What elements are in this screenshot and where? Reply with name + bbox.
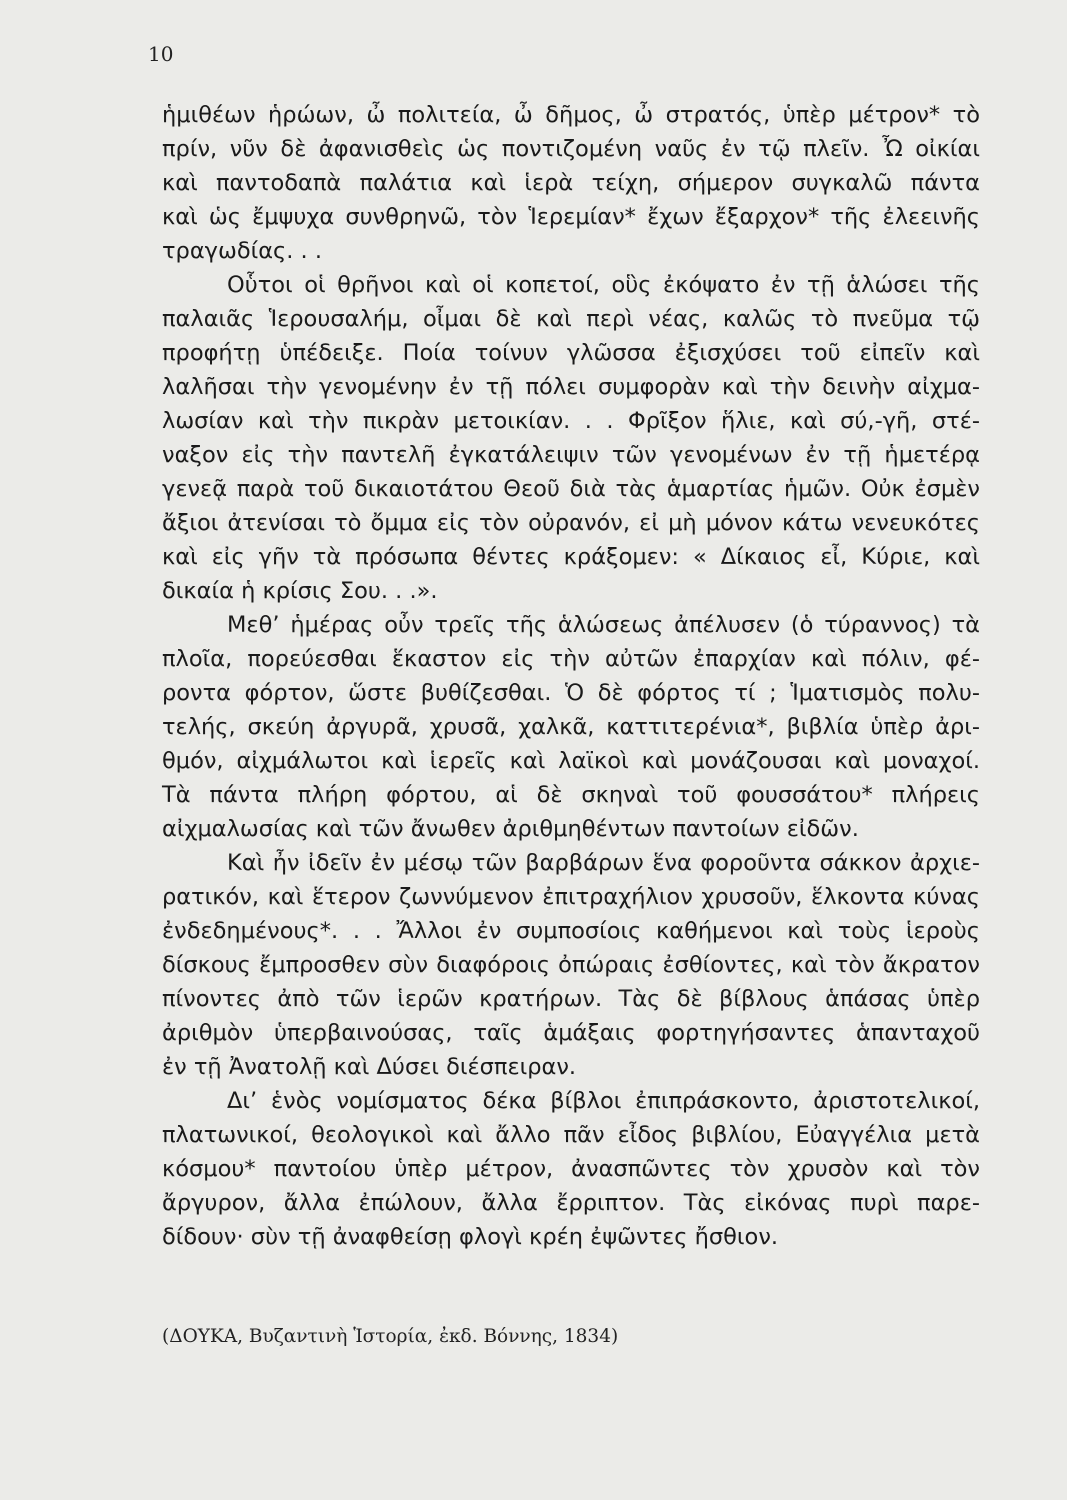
text-line: ρατικόν, καὶ ἕτερον ζωννύμενον ἐπιτραχήλιον χρυσοῦν, ἕλκοντα κύνας (162, 884, 980, 910)
source-citation: (ΔΟΥΚΑ, Βυζαντινὴ Ἱστορία, ἐκδ. Βόννης, 1834) (162, 1326, 619, 1347)
text-line: ναξον εἰς τὴν παντελῆ ἐγκατάλειψιν τῶν γενομένων ἐν τῇ ἡμετέρᾳ (162, 442, 980, 468)
text-line: κόσμου* παντοίου ὑπὲρ μέτρον, ἀνασπῶντες τὸν χρυσὸν καὶ τὸν (162, 1156, 980, 1182)
text-line: πλατωνικοί, θεολογικοὶ καὶ ἄλλο πᾶν εἶδος βιβλίου, Εὐαγγέλια μετὰ (162, 1122, 980, 1148)
text-line: ἄργυρον, ἄλλα ἐπώλουν, ἄλλα ἔρριπτον. Τὰς εἰκόνας πυρὶ παρε- (162, 1190, 980, 1216)
text-line: τραγωδίας. . . (162, 238, 322, 264)
page-number: 10 (148, 42, 174, 66)
text-line: Δι’ ἑνὸς νομίσματος δέκα βίβλοι ἐπιπράσκοντο, ἀριστοτελικοί, (227, 1088, 980, 1114)
text-line: καὶ εἰς γῆν τὰ πρόσωπα θέντες κράξομεν: « Δίκαιος εἶ, Κύριε, καὶ (162, 544, 980, 570)
text-line: ἐνδεδημένους*. . . Ἄλλοι ἐν συμποσίοις καθήμενοι καὶ τοὺς ἱεροὺς (162, 918, 980, 944)
text-line: ροντα φόρτον, ὥστε βυθίζεσθαι. Ὁ δὲ φόρτος τί ; Ἱματισμὸς πολυ- (162, 680, 980, 706)
text-line: θμόν, αἰχμάλωτοι καὶ ἱερεῖς καὶ λαϊκοὶ καὶ μονάζουσαι καὶ μοναχοί. (162, 748, 980, 774)
text-line: Τὰ πάντα πλήρη φόρτου, αἱ δὲ σκηναὶ τοῦ φουσσάτου* πλήρεις (162, 782, 980, 808)
text-line: καὶ παντοδαπὰ παλάτια καὶ ἱερὰ τείχη, σήμερον συγκαλῶ πάντα (162, 170, 980, 196)
text-line: τελής, σκεύη ἀργυρᾶ, χρυσᾶ, χαλκᾶ, καττιτερένια*, βιβλία ὑπὲρ ἀρι- (162, 714, 980, 740)
text-line: πίνοντες ἀπὸ τῶν ἱερῶν κρατήρων. Τὰς δὲ βίβλους ἁπάσας ὑπὲρ (162, 986, 980, 1012)
text-line: ἐν τῇ Ἀνατολῇ καὶ Δύσει διέσπειραν. (162, 1054, 577, 1080)
text-line: δικαία ἡ κρίσις Σου. . .». (162, 578, 438, 604)
text-line: Μεθ’ ἡμέρας οὖν τρεῖς τῆς ἁλώσεως ἀπέλυσεν (ὁ τύραννος) τὰ (227, 612, 980, 638)
text-line: Οὗτοι οἱ θρῆνοι καὶ οἱ κοπετοί, οὓς ἐκόψατο ἐν τῇ ἁλώσει τῆς (227, 272, 980, 298)
text-line: λωσίαν καὶ τὴν πικρὰν μετοικίαν. . . Φρῖξον ἥλιε, καὶ σύ,-γῆ, στέ- (162, 408, 980, 434)
text-line: καὶ ὡς ἔμψυχα συνθρηνῶ, τὸν Ἱερεμίαν* ἔχων ἔξαρχον* τῆς ἐλεεινῆς (162, 204, 980, 230)
text-line: παλαιᾶς Ἱερουσαλήμ, οἶμαι δὲ καὶ περὶ νέας, καλῶς τὸ πνεῦμα τῷ (162, 306, 980, 332)
text-line: προφήτῃ ὑπέδειξε. Ποία τοίνυν γλῶσσα ἐξισχύσει τοῦ εἰπεῖν καὶ (162, 340, 980, 366)
text-line: δίσκους ἔμπροσθεν σὺν διαφόροις ὀπώραις ἐσθίοντες, καὶ τὸν ἄκρατον (162, 952, 980, 978)
body-text (162, 98, 980, 1254)
text-line: ἀριθμὸν ὑπερβαινούσας, ταῖς ἁμάξαις φορτηγήσαντες ἁπανταχοῦ (162, 1020, 980, 1046)
text-line: ἄξιοι ἀτενίσαι τὸ ὄμμα εἰς τὸν οὐρανόν, εἰ μὴ μόνον κάτω νενευκότες (162, 510, 980, 536)
text-line: δίδουν· σὺν τῇ ἀναφθείσῃ φλογὶ κρέη ἐψῶντες ἤσθιον. (162, 1224, 779, 1250)
text-line: πρίν, νῦν δὲ ἀφανισθεὶς ὡς ποντιζομένη ναῦς ἐν τῷ πλεῖν. Ὦ οἰκίαι (162, 136, 980, 162)
text-line: Καὶ ἦν ἰδεῖν ἐν μέσῳ τῶν βαρβάρων ἕνα φοροῦντα σάκκον ἀρχιε- (227, 850, 980, 876)
text-line: πλοῖα, πορεύεσθαι ἕκαστον εἰς τὴν αὐτῶν ἐπαρχίαν καὶ πόλιν, φέ- (162, 646, 980, 672)
text-line: αἰχμαλωσίας καὶ τῶν ἄνωθεν ἀριθμηθέντων παντοίων εἰδῶν. (162, 816, 859, 842)
text-line: λαλῆσαι τὴν γενομένην ἐν τῇ πόλει συμφορὰν καὶ τὴν δεινὴν αἰχμα- (162, 374, 980, 400)
text-line: ἡμιθέων ἡρώων, ὦ πολιτεία, ὦ δῆμος, ὦ στρατός, ὑπὲρ μέτρον* τὸ (162, 102, 980, 128)
text-line: γενεᾷ παρὰ τοῦ δικαιοτάτου Θεοῦ διὰ τὰς ἁμαρτίας ἡμῶν. Οὐκ ἐσμὲν (162, 476, 980, 502)
